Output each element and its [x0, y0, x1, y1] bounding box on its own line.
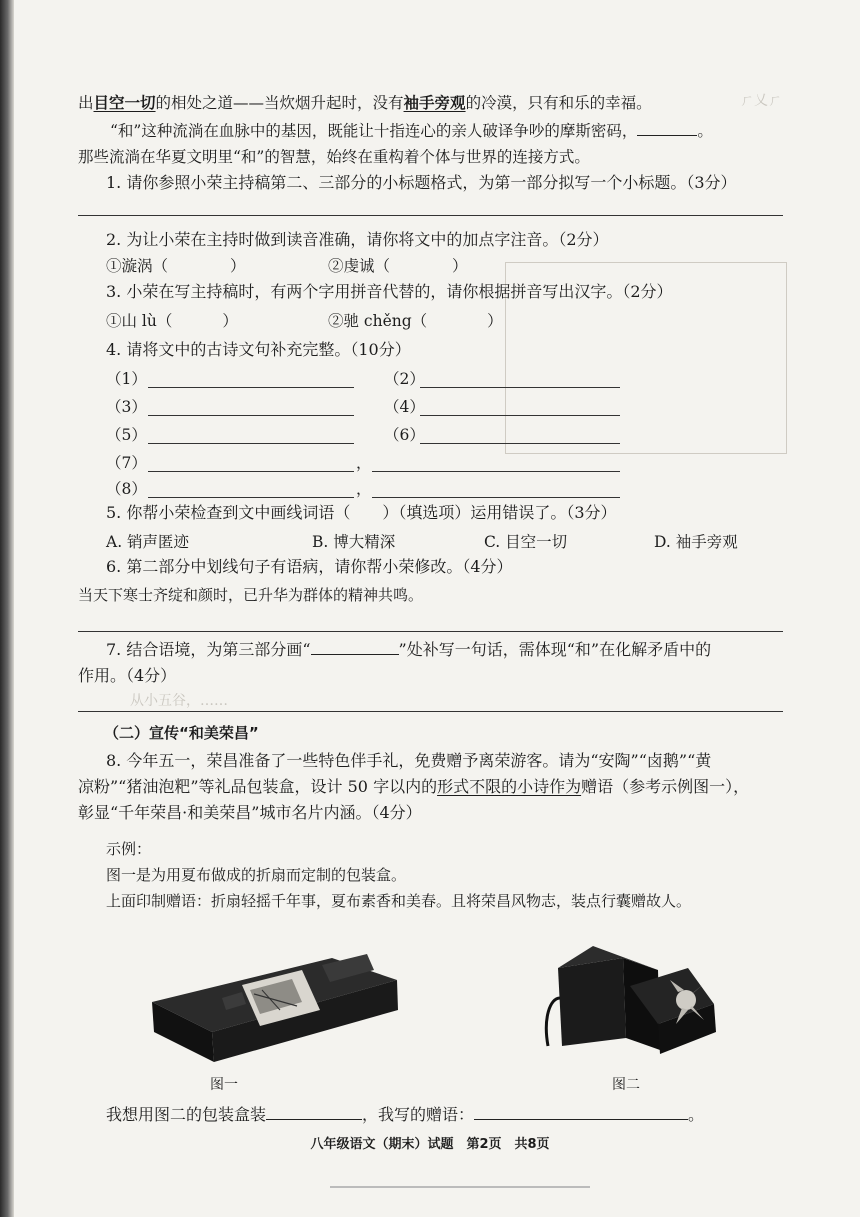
q4-line-5[interactable]	[148, 443, 354, 444]
scan-bottom-mark	[330, 1186, 590, 1188]
answer-line-q1[interactable]	[78, 215, 783, 216]
q4-label-4: （4）	[384, 398, 425, 416]
q5-option-b[interactable]: B. 博大精深	[312, 533, 396, 551]
q4-line-1[interactable]	[148, 387, 354, 388]
example-line-2: 上面印制赠语：折扇轻摇千年事，夏布素香和美春。且将荣昌风物志，装点行囊赠故人。	[106, 892, 692, 910]
q6-sentence: 当天下寒士齐绽和颜时，已升华为群体的精神共鸣。	[78, 586, 424, 604]
q4-label-5: （5）	[106, 426, 147, 444]
question-8-cont: 凉粉”“猪油泡粑”等礼品包装盒，设计 50 字以内的形式不限的小诗作为赠语（参考示例图一），	[78, 777, 750, 796]
q4-line-2[interactable]	[420, 387, 620, 388]
q4-label-7: （7）	[106, 454, 147, 472]
answer-blank-gift-words[interactable]	[474, 1119, 688, 1120]
question-3-item-b: ②驰 chěng（ ）	[328, 312, 503, 330]
passage-line-1: 出目空一切的相处之道——当炊烟升起时，没有袖手旁观的冷漠，只有和乐的幸福。	[78, 93, 652, 112]
q4-line-7b[interactable]	[372, 471, 620, 472]
page-footer: 八年级语文（期末）试题 第2页 共8页	[310, 1137, 550, 1152]
q5-option-c[interactable]: C. 目空一切	[484, 533, 568, 551]
q4-line-8b[interactable]	[372, 497, 620, 498]
question-7-cont: 作用。（4分）	[78, 666, 177, 685]
underlined-form-note: 形式不限的小诗作为	[437, 777, 582, 796]
q4-line-7a[interactable]	[148, 471, 354, 472]
show-through-text-2: 从小五谷，……	[130, 693, 228, 709]
q4-label-1: （1）	[106, 370, 147, 388]
figure-1-caption: 图一	[210, 1077, 238, 1093]
show-through-text: ㄏ乂ㄏ	[740, 93, 782, 109]
q5-option-d[interactable]: D. 袖手旁观	[654, 533, 738, 551]
question-2-item-b: ②虔诚（ ）	[328, 257, 468, 275]
q7-blank[interactable]	[311, 654, 399, 655]
example-label: 示例：	[106, 840, 152, 858]
passage-line-2: “和”这种流淌在血脉中的基因，既能让十指连心的亲人破译争吵的摩斯密码， 。	[110, 122, 713, 140]
fill-blank[interactable]	[637, 135, 697, 136]
question-7: 7. 结合语境，为第三部分画“ ”处补写一句话，需体现“和”在化解矛盾中的	[106, 640, 712, 659]
q4-comma-7: ，	[356, 454, 372, 472]
q4-label-3: （3）	[106, 398, 147, 416]
question-3-item-a: ①山 lù（ ）	[106, 312, 238, 330]
q4-label-2: （2）	[384, 370, 425, 388]
question-4: 4. 请将文中的古诗文句补充完整。（10分）	[106, 340, 411, 359]
underlined-word-kongyiqie: 目空一切	[93, 93, 156, 112]
q4-comma-8: ，	[356, 480, 372, 498]
section-2-heading: （二）宣传“和美荣昌”	[104, 724, 259, 742]
figure-2-caption: 图二	[612, 1077, 640, 1093]
answer-blank-item[interactable]	[266, 1119, 362, 1120]
q4-label-6: （6）	[384, 426, 425, 444]
q4-line-4[interactable]	[420, 415, 620, 416]
q4-line-3[interactable]	[148, 415, 354, 416]
scan-page-edge	[0, 0, 14, 1217]
answer-line-q6[interactable]	[78, 631, 783, 632]
answer-sentence: 我想用图二的包装盒装 ，我写的赠语： 。	[106, 1105, 705, 1124]
example-line-1: 图一是为用夏布做成的折扇而定制的包装盒。	[106, 866, 407, 884]
answer-line-q7[interactable]	[78, 711, 783, 712]
question-5: 5. 你帮小荣检查到文中画线词语（ ）（填选项）运用错误了。（3分）	[106, 503, 617, 522]
q4-label-8: （8）	[106, 480, 147, 498]
question-8: 8. 今年五一，荣昌准备了一些特色伴手礼，免费赠予离荣游客。请为“安陶”“卤鹅”“黄	[106, 751, 712, 770]
passage-line-3: 那些流淌在华夏文明里“和”的智慧，始终在重构着个体与世界的连接方式。	[78, 148, 590, 166]
question-8-cont-2: 彰显“千年荣昌·和美荣昌”城市名片内涵。（4分）	[78, 803, 422, 822]
q5-option-a[interactable]: A. 销声匿迹	[106, 533, 190, 551]
question-1: 1. 请你参照小荣主持稿第二、三部分的小标题格式，为第一部分拟写一个小标题。（3分）	[106, 173, 737, 192]
question-2-item-a: ①漩涡（ ）	[106, 257, 246, 275]
question-2: 2. 为让小荣在主持时做到读音准确，请你将文中的加点字注音。（2分）	[106, 230, 609, 249]
question-6: 6. 第二部分中划线句子有语病，请你帮小荣修改。（4分）	[106, 557, 513, 576]
underlined-word-xiushou: 袖手旁观	[403, 93, 466, 112]
figure-2-gift-box-image	[538, 928, 728, 1074]
q4-line-8a[interactable]	[148, 497, 354, 498]
figure-1-fan-box-image	[142, 940, 402, 1070]
q4-line-6[interactable]	[420, 443, 620, 444]
question-3: 3. 小荣在写主持稿时，有两个字用拼音代替的，请你根据拼音写出汉字。（2分）	[106, 282, 673, 301]
